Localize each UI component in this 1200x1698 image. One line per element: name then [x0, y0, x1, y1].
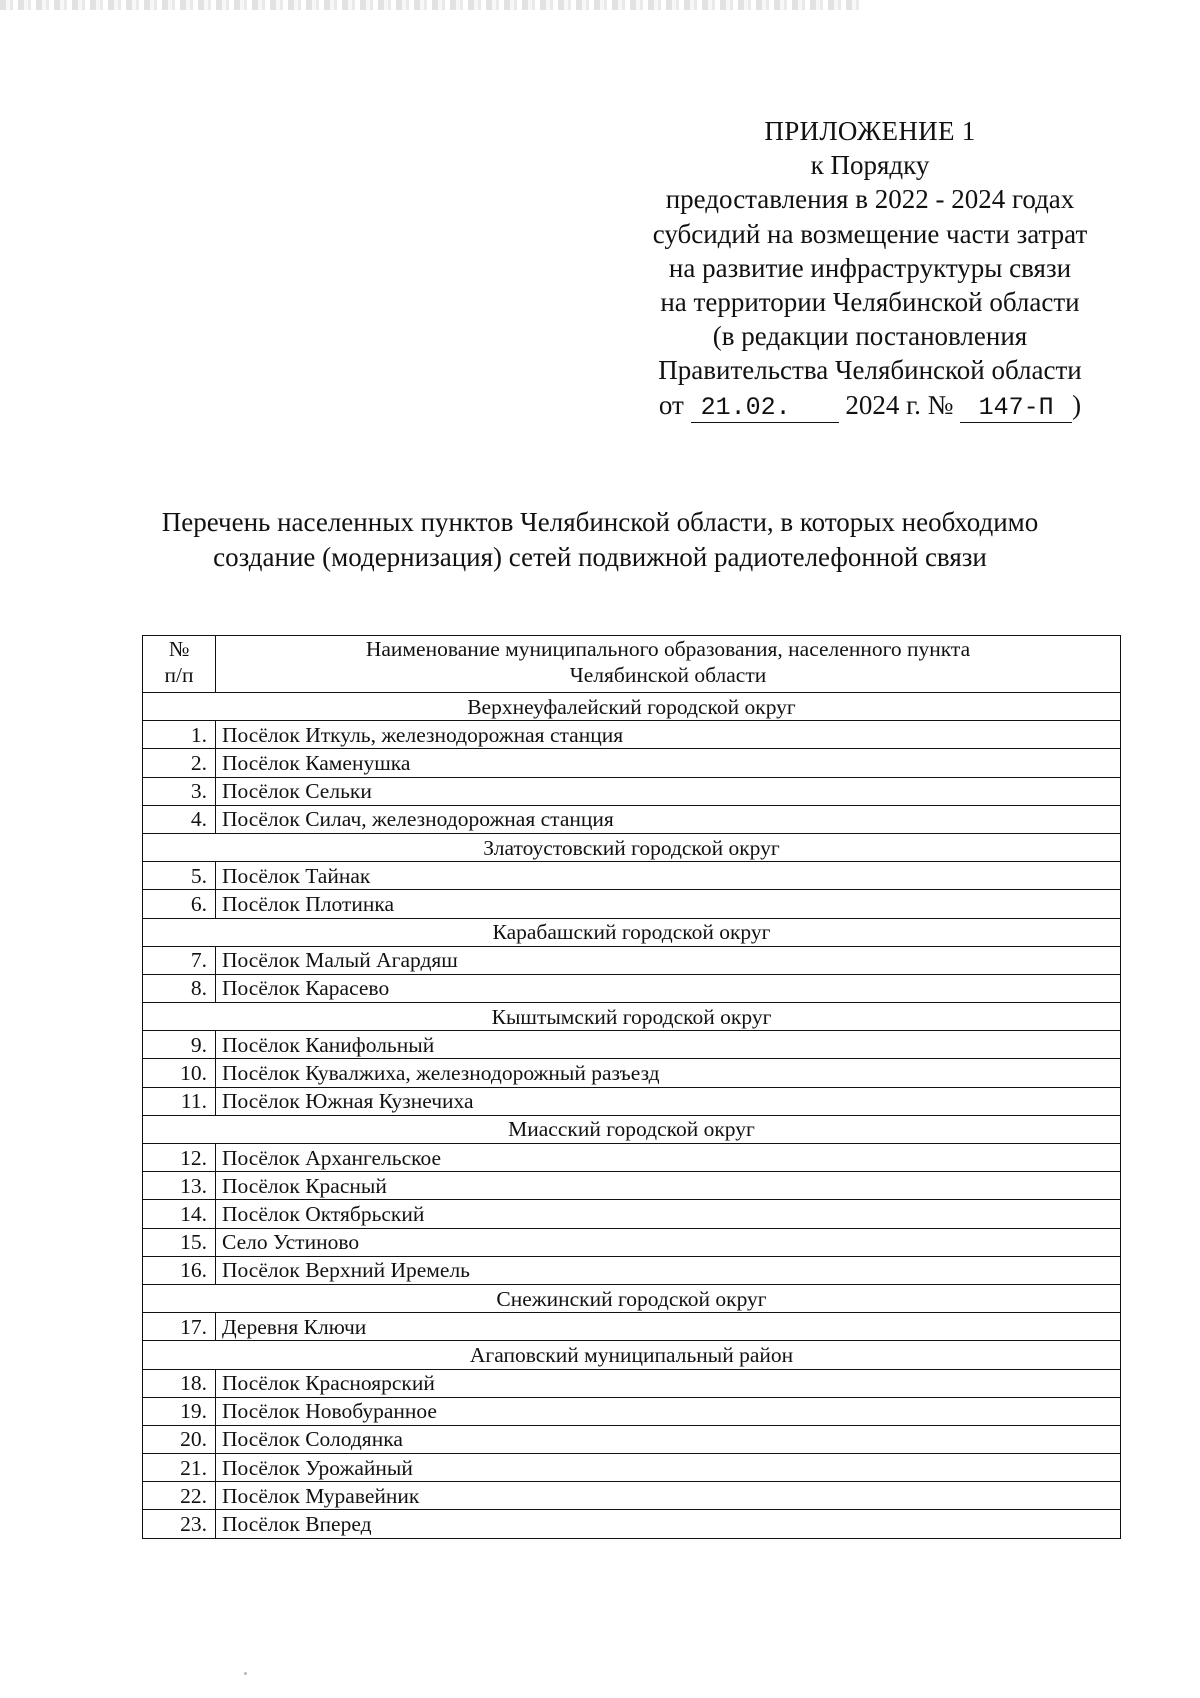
table-row — [143, 890, 1121, 918]
table-body — [143, 693, 1121, 1539]
table-section-row — [143, 1003, 1121, 1031]
row-number: 2. — [143, 749, 216, 777]
table-section-row — [143, 833, 1121, 861]
row-number: 3. — [143, 777, 216, 805]
settlement-name: Село Устиново — [216, 1228, 1121, 1256]
section-title: Миасский городской округ — [143, 1115, 1121, 1143]
section-title: Кыштымский городской округ — [143, 1003, 1121, 1031]
date-value: 21.02. — [691, 394, 839, 423]
table-row — [143, 1256, 1121, 1284]
settlements-table — [142, 635, 1121, 1539]
header-num-line-1: № — [168, 637, 190, 661]
row-number: 23. — [143, 1510, 216, 1538]
settlement-name: Посёлок Архангельское — [216, 1144, 1121, 1172]
table-row — [143, 1482, 1121, 1510]
row-number: 11. — [143, 1087, 216, 1115]
heading-line-1: Перечень населенных пунктов Челябинской области, в которых необходимо — [161, 507, 1039, 537]
settlement-name: Посёлок Октябрьский — [216, 1200, 1121, 1228]
appendix-line: (в редакции постановления — [712, 321, 1028, 352]
appendix-line: к Порядку — [810, 150, 930, 181]
table-row — [143, 1200, 1121, 1228]
settlement-name: Посёлок Солодянка — [216, 1425, 1121, 1453]
section-title: Карабашский городской округ — [143, 918, 1121, 946]
table-row — [143, 1228, 1121, 1256]
settlement-name: Посёлок Верхний Иремель — [216, 1256, 1121, 1284]
appendix-line: на территории Челябинской области — [660, 287, 1080, 318]
settlement-name: Посёлок Новобуранное — [216, 1397, 1121, 1425]
table-row — [143, 1059, 1121, 1087]
row-number: 15. — [143, 1228, 216, 1256]
table-row — [143, 721, 1121, 749]
row-number: 7. — [143, 946, 216, 974]
row-number: 9. — [143, 1031, 216, 1059]
table-row — [143, 1397, 1121, 1425]
table-row — [143, 1425, 1121, 1453]
appendix-date-line — [600, 388, 1140, 423]
row-number: 6. — [143, 890, 216, 918]
settlement-name: Посёлок Каменушка — [216, 749, 1121, 777]
appendix-line: Правительства Челябинской области — [658, 355, 1082, 386]
table-row — [143, 1313, 1121, 1341]
settlement-name: Посёлок Силач, железнодорожная станция — [216, 805, 1121, 833]
year-label: 2024 г. — [845, 389, 921, 420]
settlement-name: Посёлок Муравейник — [216, 1482, 1121, 1510]
header-name-line-2: Челябинской области — [569, 663, 767, 687]
settlement-name: Посёлок Иткуль, железнодорожная станция — [216, 721, 1121, 749]
header-num-line-2: п/п — [164, 663, 194, 687]
date-prefix: от — [658, 389, 684, 420]
appendix-line: на развитие инфраструктуры связи — [668, 252, 1072, 283]
table-row — [143, 1454, 1121, 1482]
row-number: 19. — [143, 1397, 216, 1425]
settlement-name: Посёлок Красноярский — [216, 1369, 1121, 1397]
table-row — [143, 1369, 1121, 1397]
settlement-name: Посёлок Канифольный — [216, 1031, 1121, 1059]
number-sign: № — [927, 389, 954, 420]
document-heading — [100, 505, 1100, 575]
appendix-block — [600, 114, 1140, 423]
row-number: 12. — [143, 1144, 216, 1172]
table-section-row — [143, 1341, 1121, 1369]
table-section-row — [143, 1115, 1121, 1143]
table-row — [143, 749, 1121, 777]
row-number: 10. — [143, 1059, 216, 1087]
settlement-name: Посёлок Кувалжиха, железнодорожный разъезд — [216, 1059, 1121, 1087]
settlement-name: Деревня Ключи — [216, 1313, 1121, 1341]
settlement-name: Посёлок Сельки — [216, 777, 1121, 805]
header-name-cell — [216, 636, 1121, 693]
header-name-line-1: Наименование муниципального образования, населенного пункта — [365, 637, 971, 661]
section-title: Верхнеуфалейский городской округ — [143, 693, 1121, 721]
settlement-name: Посёлок Вперед — [216, 1510, 1121, 1538]
settlement-name: Посёлок Красный — [216, 1172, 1121, 1200]
row-number: 17. — [143, 1313, 216, 1341]
row-number: 8. — [143, 974, 216, 1002]
table-row — [143, 974, 1121, 1002]
heading-line-2: создание (модернизация) сетей подвижной радиотелефонной связи — [213, 542, 987, 572]
settlement-name: Посёлок Карасево — [216, 974, 1121, 1002]
table-header-row — [143, 636, 1121, 693]
scan-speck — [244, 1672, 247, 1675]
row-number: 14. — [143, 1200, 216, 1228]
settlement-name: Посёлок Плотинка — [216, 890, 1121, 918]
row-number: 16. — [143, 1256, 216, 1284]
scan-edge-artifact — [0, 0, 860, 10]
table-row — [143, 862, 1121, 890]
table-section-row — [143, 918, 1121, 946]
appendix-line: субсидий на возмещение части затрат — [652, 218, 1088, 249]
section-title: Снежинский городской округ — [143, 1284, 1121, 1312]
decree-number: 147-П — [960, 394, 1072, 423]
table-row — [143, 1087, 1121, 1115]
table-row — [143, 777, 1121, 805]
settlement-name: Посёлок Малый Агардяш — [216, 946, 1121, 974]
appendix-line: предоставления в 2022 - 2024 годах — [665, 184, 1075, 215]
table-section-row — [143, 1284, 1121, 1312]
header-num-cell — [143, 636, 216, 693]
row-number: 20. — [143, 1425, 216, 1453]
table-row — [143, 1510, 1121, 1538]
section-title: Агаповский муниципальный район — [143, 1341, 1121, 1369]
row-number: 5. — [143, 862, 216, 890]
table-row — [143, 1172, 1121, 1200]
row-number: 1. — [143, 721, 216, 749]
closing-paren: ) — [1072, 389, 1082, 420]
settlement-name: Посёлок Урожайный — [216, 1454, 1121, 1482]
table-row — [143, 805, 1121, 833]
row-number: 13. — [143, 1172, 216, 1200]
appendix-title: ПРИЛОЖЕНИЕ 1 — [764, 116, 976, 146]
row-number: 22. — [143, 1482, 216, 1510]
table-row — [143, 1144, 1121, 1172]
table-section-row — [143, 693, 1121, 721]
section-title: Златоустовский городской округ — [143, 833, 1121, 861]
settlement-name: Посёлок Тайнак — [216, 862, 1121, 890]
row-number: 18. — [143, 1369, 216, 1397]
table-row — [143, 946, 1121, 974]
table-row — [143, 1031, 1121, 1059]
row-number: 21. — [143, 1454, 216, 1482]
row-number: 4. — [143, 805, 216, 833]
settlement-name: Посёлок Южная Кузнечиха — [216, 1087, 1121, 1115]
